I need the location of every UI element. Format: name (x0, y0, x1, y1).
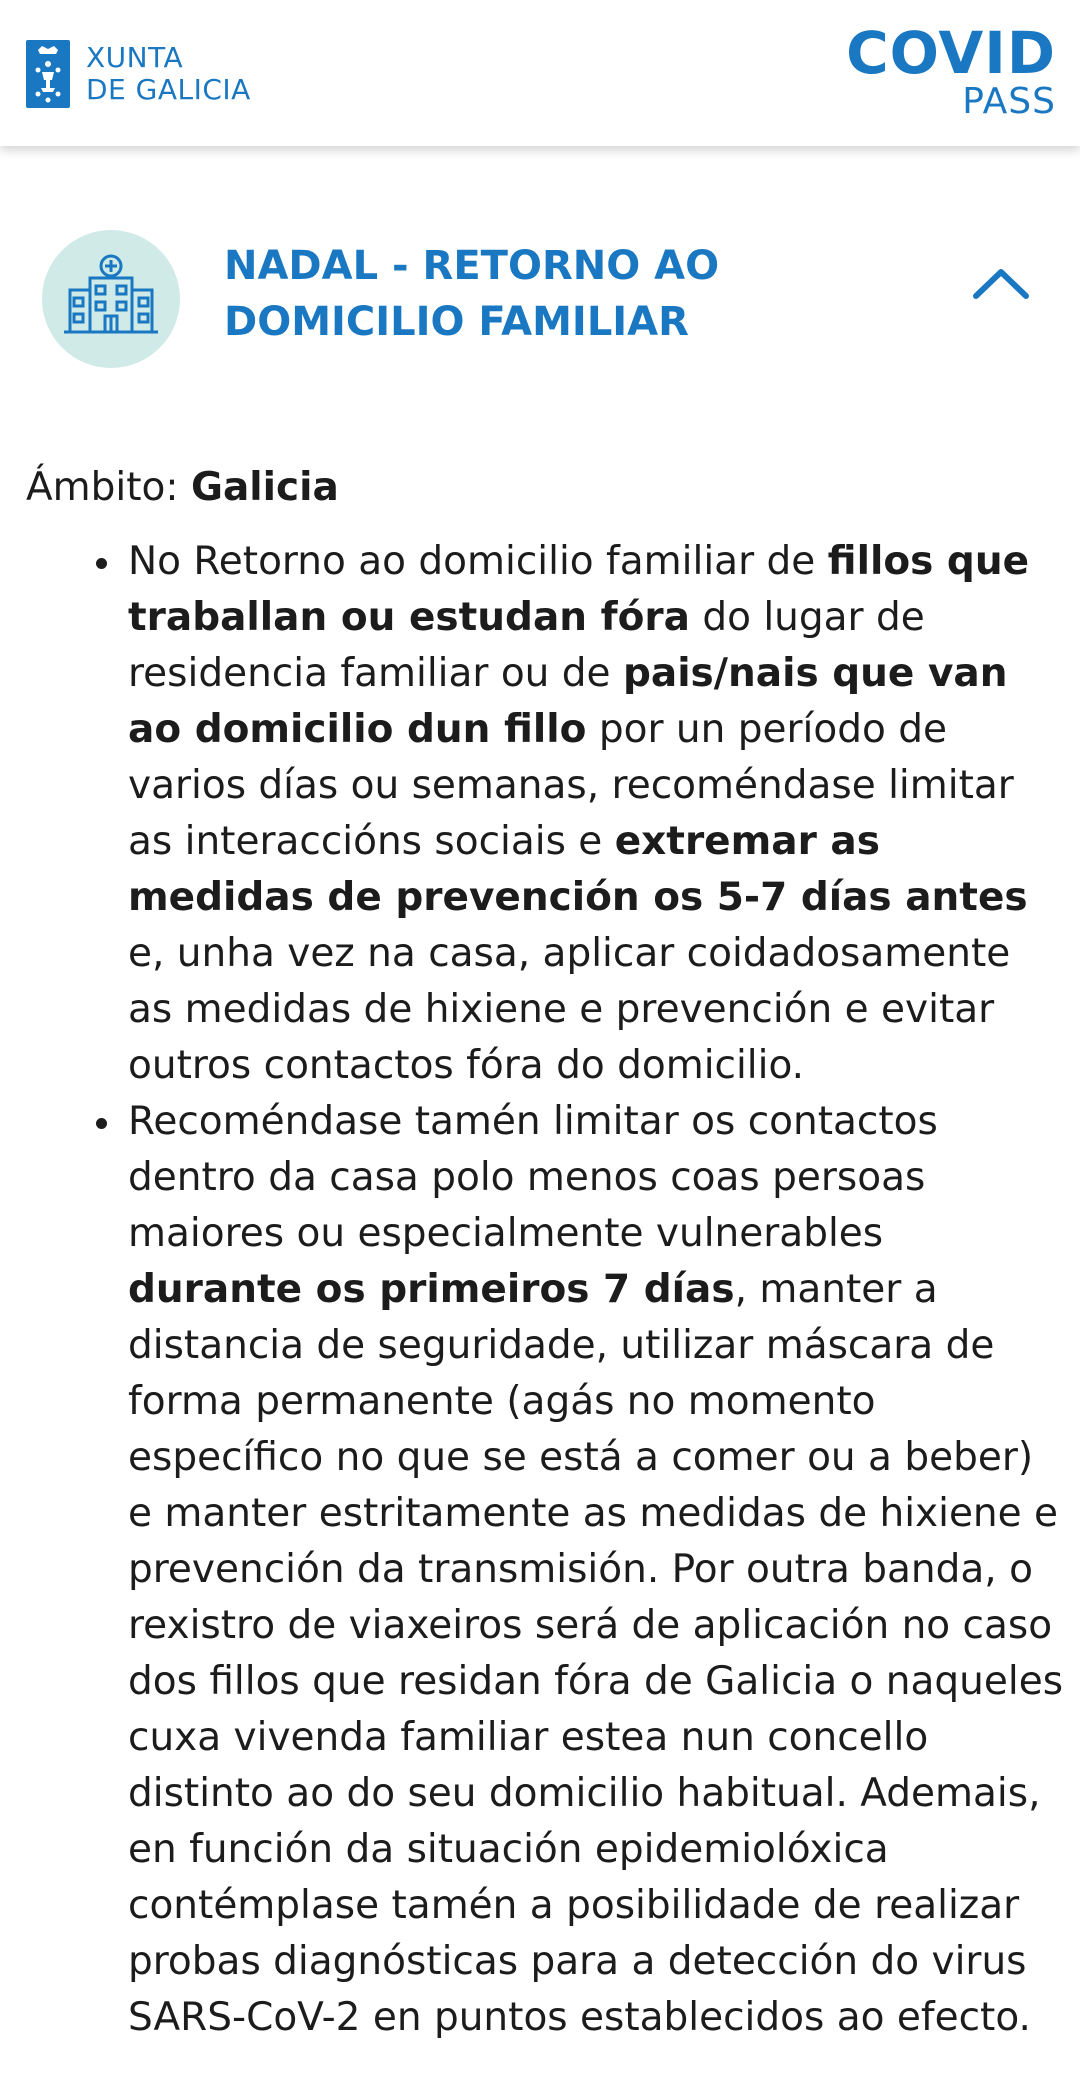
bullet1-text-4: e, unha vez na casa, aplicar coidadosamente as medidas de hixiene e prevención e evitar outros contactos fóra do domicilio. (128, 931, 1011, 1088)
hospital-icon (60, 248, 162, 350)
chevron-up-icon[interactable] (966, 252, 1036, 312)
section-content (26, 460, 1066, 2046)
covid-wordmark: COVID (846, 19, 1056, 87)
list-item (128, 1094, 1066, 2046)
xunta-de-galicia-logo (26, 40, 251, 108)
bullet2-text-1: Recoméndase tamén limitar os contactos dentro da casa polo menos coas persoas maiores ou especialmente vulnerables (128, 1099, 938, 1256)
galicia-emblem-icon (26, 40, 70, 108)
bullet2-bold-1: durante os primeiros 7 días (128, 1267, 735, 1312)
bullet1-text-3: por un período de varios días ou semanas, recoméndase limitar as interaccións sociais e (128, 707, 1014, 864)
ambito-label: Ámbito: (26, 465, 179, 510)
ambito-value: Galicia (190, 465, 339, 510)
accordion-section-header[interactable] (0, 200, 1080, 400)
bullet1-text-2: do lugar de residencia familiar ou de (128, 595, 925, 696)
ambito-line (26, 460, 1066, 516)
bullet1-bold-1: fillos que traballan ou estudan fóra (128, 539, 1030, 640)
hospital-icon-badge (42, 230, 180, 368)
bullet1-bold-2: pais/nais que van ao domicilio dun fillo (128, 651, 1008, 752)
bullet1-text-1: No Retorno ao domicilio familiar de (128, 539, 828, 584)
xunta-label: XUNTA (86, 41, 184, 74)
bullet2-text-2: , manter a distancia de seguridade, utilizar máscara de forma permanente (agás no momento específico no que se está a comer ou a beber) e manter estritamente as medidas de hixiene e prevención da transmisión. Por outra banda, o rexistro de viaxeiros será de aplicación no caso dos fillos que residan fóra de Galicia o naqueles cuxa vivenda familiar estea nun concello distinto ao do seu domicilio habitual. Ademais, en función da situación epidemiolóxica contémplase tamén a posibilidade de realizar probas diagnósticas para a detección do virus SARS-CoV-2 en puntos establecidos ao efecto. (128, 1267, 1064, 2040)
bullet1-bold-3: extremar as medidas de prevención os 5-7 días antes (128, 819, 1028, 920)
pass-wordmark: PASS (962, 81, 1056, 122)
list-item (128, 534, 1066, 1094)
section-title: NADAL - RETORNO AO DOMICILIO FAMILIAR (224, 243, 720, 345)
covid-pass-logo (836, 19, 1056, 126)
de-galicia-label: DE GALICIA (86, 73, 251, 106)
recommendations-list (26, 534, 1066, 2046)
app-header (0, 0, 1080, 146)
